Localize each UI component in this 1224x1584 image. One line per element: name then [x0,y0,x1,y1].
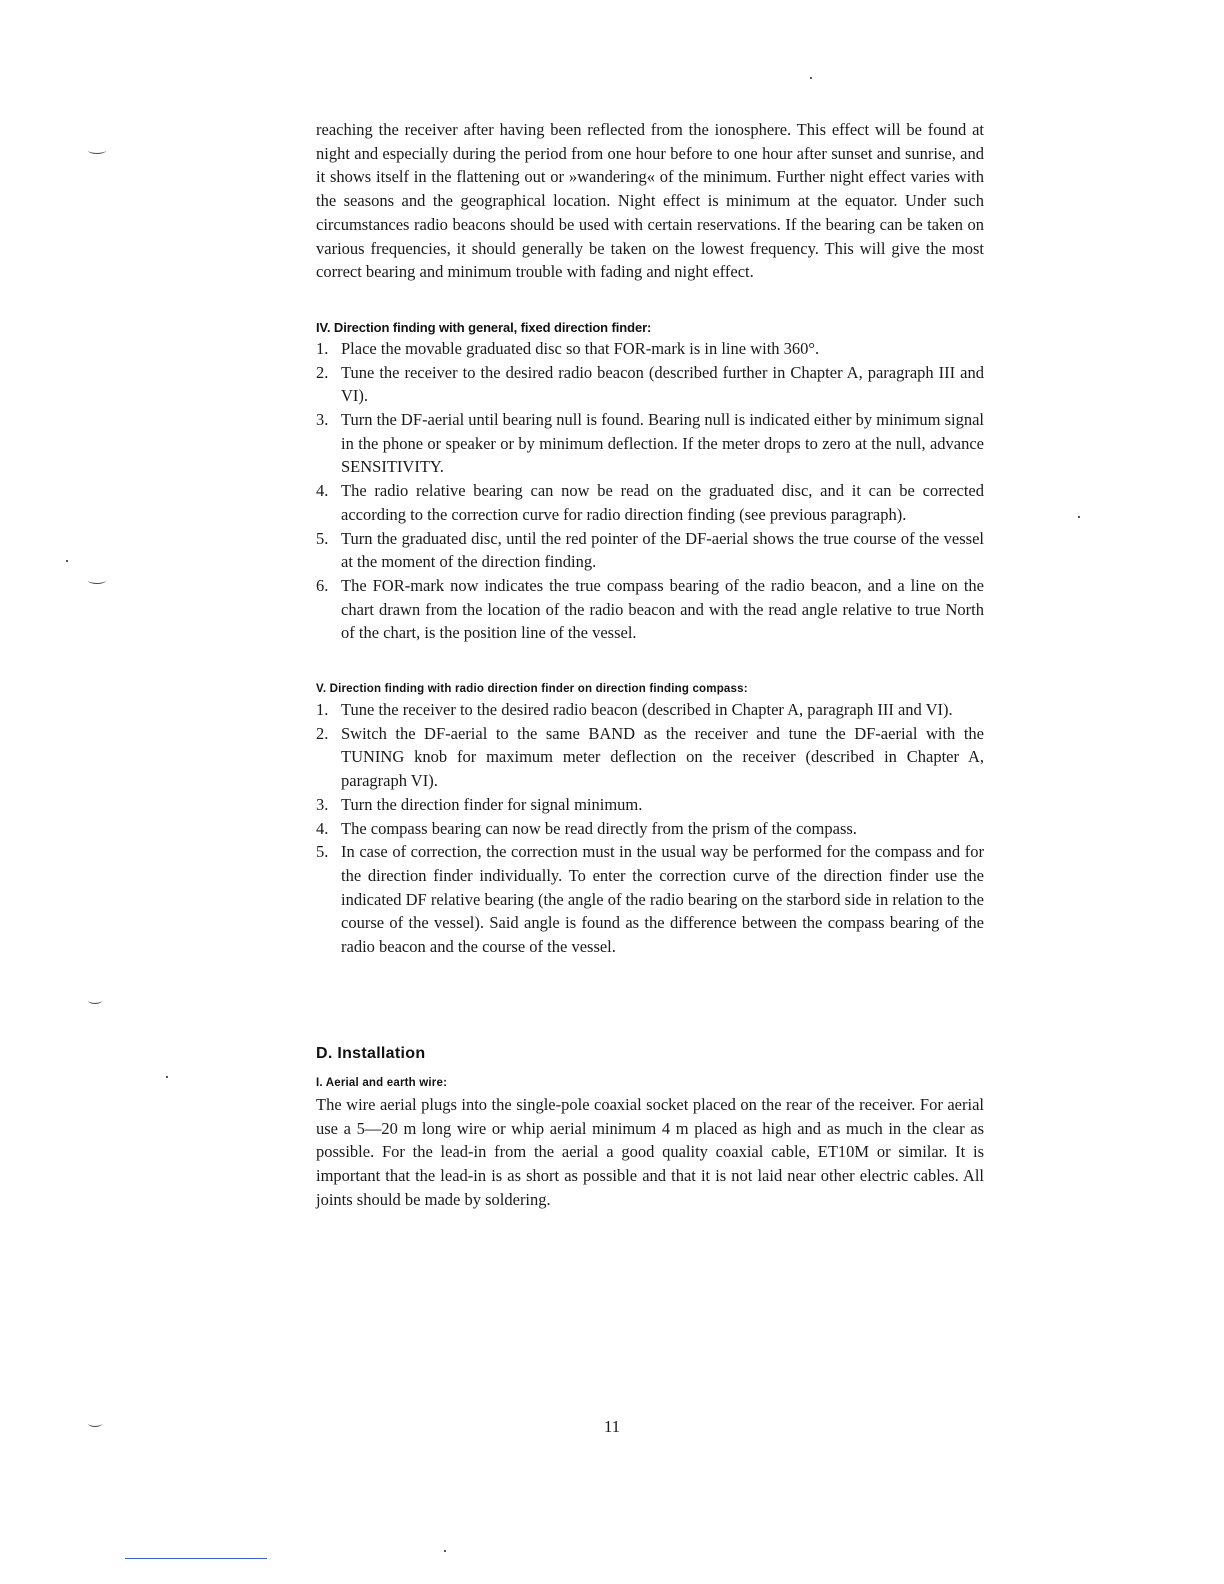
intro-paragraph: reaching the receiver after having been reflected from the ionosphere. This effect will be found at night and especially during the period from one hour before to one hour after sunset and sunrise, and it shows itself in the flattening out or »wandering« of the minimum. Further night effect varies with the seasons and the geographical location. Night effect is minimum at the equator. Under such circumstances radio beacons should be used with certain reservations. If the bearing can be taken on various frequencies, it should generally be taken on the lowest frequency. This will give the most correct bearing and minimum trouble with fading and night effect. [316,120,984,282]
item-text: The compass bearing can now be read directly from the prism of the compass. [341,818,857,838]
item-text: The radio relative bearing can now be read on the graduated disc, and it can be corrected according to the correction curve for radio direction finding (see previous paragraph). [341,481,984,524]
speck [1078,516,1080,518]
list-item [316,698,984,722]
item-number: 5. [316,842,329,862]
margin-mark [88,147,106,154]
item-number: 3. [316,410,329,430]
section-d-subheading: I. Aerial and earth wire: [316,1076,448,1089]
item-number: 4. [316,481,329,501]
list-item [316,408,984,479]
item-text: The FOR-mark now indicates the true compass bearing of the radio beacon, and a line on the chart drawn from the location of the radio beacon and with the read angle relative to true North of the chart, is the position line of the vessel. [341,575,984,643]
section-v-steps [316,698,984,959]
margin-mark [88,997,102,1004]
item-number: 2. [316,362,329,382]
item-number: 4. [316,818,329,838]
item-text: Tune the receiver to the desired radio beacon (described further in Chapter A, paragraph III and VI). [341,362,984,406]
list-item [316,793,984,817]
item-text: Turn the DF-aerial until bearing null is found. Bearing null is indicated either by minimum signal in the phone or speaker or by minimum deflection. If the meter drops to zero at the null, advance SENSITIVITY. [341,410,984,477]
section-iv-steps [316,337,984,645]
installation-paragraph: The wire aerial plugs into the single-pole coaxial socket placed on the rear of the receiver. For aerial use a 5—20 m long wire or whip aerial minimum 4 m placed as high and as much in the clear as possible. For the lead-in from the aerial a good quality coaxial cable, ET10M or similar. It is important that the lead-in is as short as possible and that it is not laid near other electric cables. All joints should be made by soldering. [316,1094,984,1209]
speck [444,1550,446,1552]
speck [166,1076,168,1078]
item-text: Turn the direction finder for signal minimum. [341,794,643,814]
list-item [316,527,984,574]
item-number: 1. [316,338,329,358]
list-item [316,361,984,408]
item-text: Switch the DF-aerial to the same BAND as the receiver and tune the DF-aerial with the TUNING knob for maximum meter deflection on the receiver (described in Chapter A, paragraph VI). [341,723,984,791]
item-number: 1. [316,700,329,720]
document-page [316,118,984,1211]
section-d-heading: D. Installation [316,1044,426,1062]
bottom-rule [125,1558,267,1559]
item-text: In case of correction, the correction must in the usual way be performed for the compass and for the direction finder individually. To enter the correction curve of the direction finder use the indicated DF relative bearing (the angle of the radio bearing on the starbord side in relation to the course of the vessel). Said angle is found as the difference between the compass bearing of the radio beacon and the course of the vessel. [341,842,984,957]
list-item [316,574,984,645]
item-number: 5. [316,528,329,548]
speck [810,77,812,79]
section-iv-heading: IV. Direction finding with general, fixed direction finder: [316,319,652,335]
list-item [316,337,984,361]
page-number: 11 [603,1417,621,1436]
list-item [316,722,984,793]
list-item [316,840,984,959]
section-v-heading: V. Direction finding with radio direction finder on direction finding compass: [316,683,748,696]
list-item [316,817,984,841]
item-number: 2. [316,723,329,743]
item-number: 3. [316,794,329,814]
item-number: 6. [316,575,329,595]
list-item [316,479,984,526]
item-text: Place the movable graduated disc so that FOR-mark is in line with 360°. [341,338,820,358]
item-text: Turn the graduated disc, until the red pointer of the DF-aerial shows the true course of the vessel at the moment of the direction finding. [341,528,984,572]
item-text: Tune the receiver to the desired radio beacon (described in Chapter A, paragraph III and VI). [341,700,953,720]
speck [66,560,68,562]
margin-mark [88,577,106,584]
